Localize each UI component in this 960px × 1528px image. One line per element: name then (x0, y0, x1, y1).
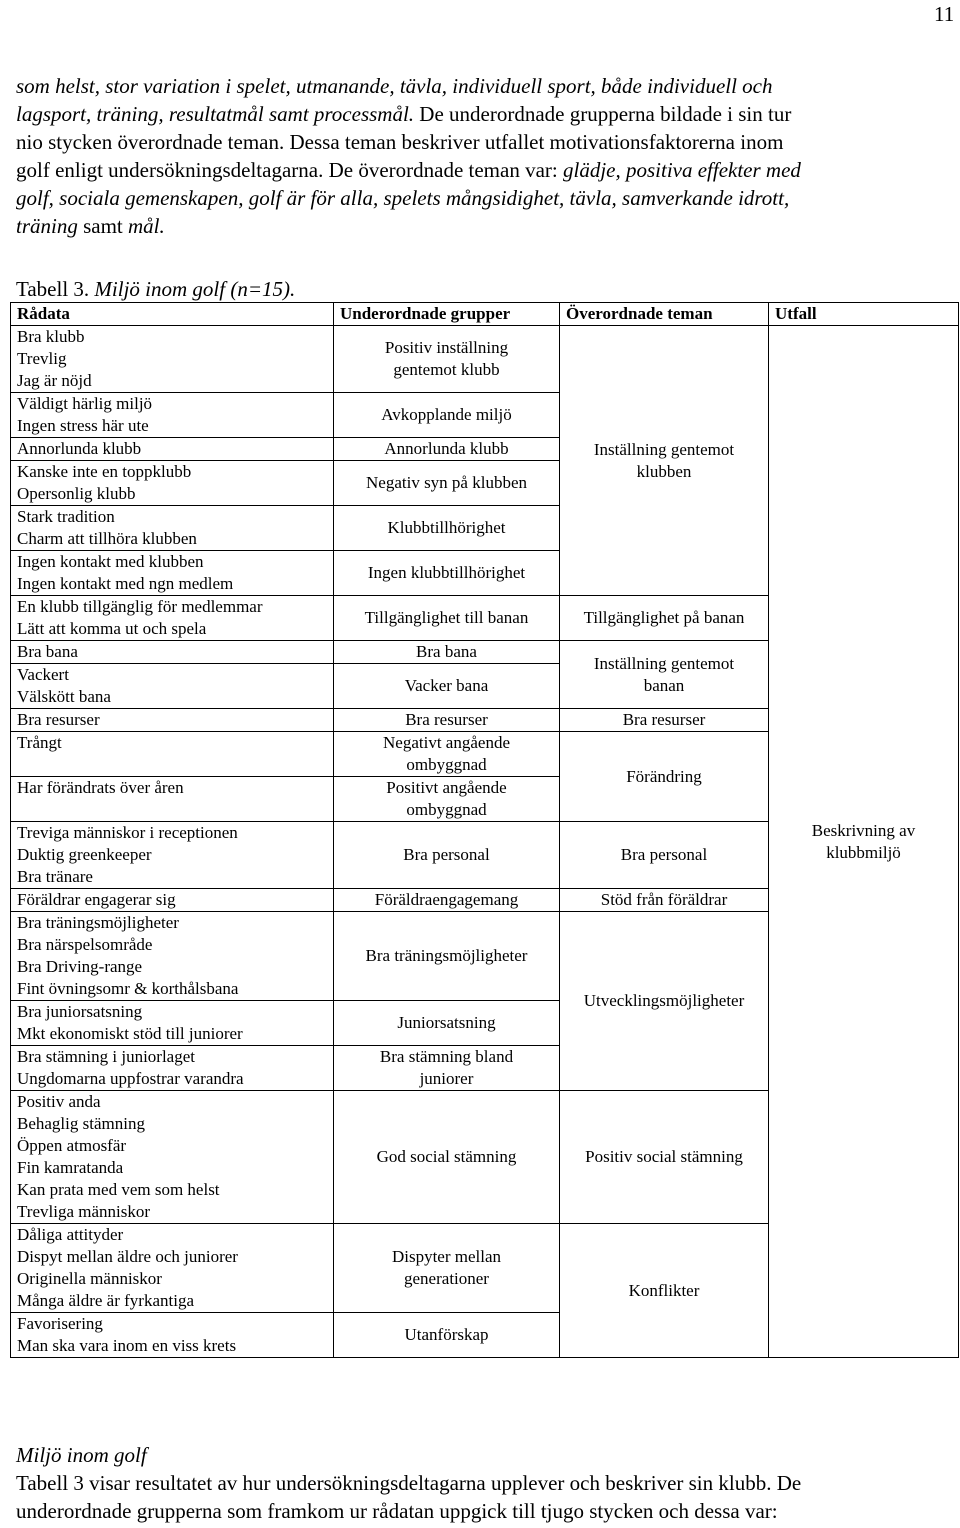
section-line-1: Tabell 3 visar resultatet av hur undersökningsdeltagarna upplever och beskriver sin klubb. De (16, 1471, 802, 1495)
raw-item: Kan prata med vem som helst (17, 1180, 220, 1199)
theme-label: klubben (636, 461, 692, 481)
theme-label: Inställning gentemot (593, 653, 735, 673)
raw-cell (11, 1046, 334, 1091)
sub-cell: Ingen klubbtillhörighet (334, 551, 560, 596)
raw-cell (11, 551, 334, 596)
section-line-2: underordnade grupperna som framkom ur rådatan uppgick till tjugo stycken och dessa var: (16, 1499, 778, 1523)
raw-item: Dåliga attityder (17, 1225, 124, 1244)
raw-item: Fint övningsomr & korthålsbana (17, 979, 239, 998)
raw-item: Favorisering (17, 1314, 103, 1333)
intro-line-6b: samt (77, 214, 129, 238)
intro-line-4b: glädje, positiva effekter med (562, 158, 801, 182)
raw-cell (11, 664, 334, 709)
sub-cell: God social stämning (334, 1091, 560, 1224)
raw-item: Ungdomarna uppfostrar varandra (17, 1069, 244, 1088)
raw-item: Ingen kontakt med ngn medlem (17, 574, 234, 593)
sub-cell: Juniorsatsning (334, 1001, 560, 1046)
sub-cell: Avkopplande miljö (334, 393, 560, 438)
sub-cell: Klubbtillhörighet (334, 506, 560, 551)
raw-item: Trevliga människor (17, 1202, 151, 1221)
raw-item: Öppen atmosfär (17, 1136, 127, 1155)
raw-item: Välskött bana (17, 687, 111, 706)
intro-line-3: nio stycken överordnade teman. Dessa teman beskriver utfallet motivationsfaktorerna inom (16, 130, 784, 154)
intro-line-6c: mål. (128, 214, 165, 238)
intro-line-6a: träning (16, 214, 78, 238)
raw-item: Bra Driving-range (17, 957, 143, 976)
raw-cell (11, 1224, 334, 1313)
raw-cell (11, 912, 334, 1001)
intro-line-1: som helst, stor variation i spelet, utmanande, tävla, individuell sport, både individuell och (16, 74, 773, 98)
theme-cell: Bra resurser (560, 709, 769, 732)
sub-cell: Bra personal (334, 822, 560, 889)
header-raw-data: Rådata (11, 303, 334, 326)
theme-label: banan (643, 675, 685, 695)
intro-line-4a: golf enligt undersökningsdeltagarna. De överordnade teman var: (16, 158, 563, 182)
raw-item: Fin kamratanda (17, 1158, 124, 1177)
table-caption-title: Miljö inom golf (n=15). (94, 277, 296, 301)
raw-cell: Har förändrats över åren (11, 777, 334, 822)
raw-item: Man ska vara inom en viss krets (17, 1336, 237, 1355)
sub-cell: Annorlunda klubb (334, 438, 560, 461)
raw-item: Charm att tillhöra klubben (17, 529, 197, 548)
raw-item: Jag är nöjd (17, 371, 92, 390)
raw-item: En klubb tillgänglig för medlemmar (17, 597, 263, 616)
raw-item: Väldigt härlig miljö (17, 394, 153, 413)
header-sub-groups: Underordnade grupper (334, 303, 560, 326)
raw-item: Treviga människor i receptionen (17, 823, 238, 842)
raw-cell (11, 461, 334, 506)
intro-line-2b: De underordnade grupperna bildade i sin tur (414, 102, 792, 126)
raw-item: Bra tränare (17, 867, 93, 886)
theme-cell (560, 326, 769, 596)
raw-item: Bra närspelsområde (17, 935, 153, 954)
raw-cell: Trångt (11, 732, 334, 777)
sub-label: gentemot klubb (393, 360, 500, 379)
theme-cell: Förändring (560, 732, 769, 822)
sub-cell (334, 1224, 560, 1313)
table-caption (16, 275, 295, 303)
sub-label: generationer (404, 1269, 489, 1288)
raw-item: Många äldre är fyrkantiga (17, 1291, 194, 1310)
raw-item: Stark tradition (17, 507, 115, 526)
sub-label: ombyggnad (406, 800, 487, 819)
table-caption-prefix: Tabell 3. (16, 277, 95, 301)
raw-item: Bra klubb (17, 327, 85, 346)
theme-label: Inställning gentemot (593, 439, 735, 459)
results-table (10, 302, 959, 1358)
theme-cell: Konflikter (560, 1224, 769, 1358)
sub-label: Negativt angående (383, 733, 510, 752)
table-row (11, 326, 959, 393)
raw-item: Behaglig stämning (17, 1114, 145, 1133)
raw-cell (11, 822, 334, 889)
sub-cell: Utanförskap (334, 1313, 560, 1358)
raw-item: Ingen kontakt med klubben (17, 552, 204, 571)
raw-cell: Bra bana (11, 641, 334, 664)
theme-cell: Tillgänglighet på banan (560, 596, 769, 641)
raw-item: Lätt att komma ut och spela (17, 619, 207, 638)
raw-item: Vackert (17, 665, 69, 684)
raw-item: Ingen stress här ute (17, 416, 149, 435)
raw-cell: Annorlunda klubb (11, 438, 334, 461)
outcome-label: Beskrivning av (811, 820, 916, 840)
sub-cell: Bra träningsmöjligheter (334, 912, 560, 1001)
sub-label: ombyggnad (406, 755, 487, 774)
sub-cell (334, 1046, 560, 1091)
raw-cell: Föräldrar engagerar sig (11, 889, 334, 912)
raw-item: Originella människor (17, 1269, 162, 1288)
table-header-row (11, 303, 959, 326)
raw-cell (11, 506, 334, 551)
intro-line-2a: lagsport, träning, resultatmål samt processmål. (16, 102, 415, 126)
raw-item: Dispyt mellan äldre och juniorer (17, 1247, 238, 1266)
theme-cell: Bra personal (560, 822, 769, 889)
raw-item: Bra juniorsatsning (17, 1002, 143, 1021)
raw-item: Positiv anda (17, 1092, 101, 1111)
raw-cell: Bra resurser (11, 709, 334, 732)
sub-cell: Negativ syn på klubben (334, 461, 560, 506)
raw-item: Bra träningsmöjligheter (17, 913, 179, 932)
section-heading: Miljö inom golf (16, 1443, 147, 1467)
sub-label: juniorer (419, 1069, 474, 1088)
intro-paragraph (16, 72, 956, 240)
outcome-cell (769, 326, 959, 1358)
raw-item: Trevlig (17, 349, 67, 368)
raw-item: Bra stämning i juniorlaget (17, 1047, 195, 1066)
raw-cell (11, 393, 334, 438)
sub-cell (334, 326, 560, 393)
outcome-label: klubbmiljö (826, 842, 901, 862)
sub-label: Positiv inställning (384, 338, 509, 357)
sub-cell: Föräldraengagemang (334, 889, 560, 912)
sub-cell: Tillgänglighet till banan (334, 596, 560, 641)
sub-cell (334, 732, 560, 777)
raw-item: Mkt ekonomiskt stöd till juniorer (17, 1024, 243, 1043)
sub-label: Dispyter mellan (391, 1247, 502, 1266)
raw-item: Duktig greenkeeper (17, 845, 152, 864)
theme-cell: Positiv social stämning (560, 1091, 769, 1224)
theme-cell (560, 641, 769, 709)
sub-label: Positivt angående (386, 778, 507, 797)
theme-cell: Stöd från föräldrar (560, 889, 769, 912)
raw-cell (11, 1001, 334, 1046)
raw-item: Kanske inte en toppklubb (17, 462, 192, 481)
header-outcome: Utfall (769, 303, 959, 326)
raw-cell (11, 1313, 334, 1358)
page-number: 11 (934, 2, 955, 26)
theme-cell: Utvecklingsmöjligheter (560, 912, 769, 1091)
header-themes: Överordnade teman (560, 303, 769, 326)
sub-cell: Bra resurser (334, 709, 560, 732)
section-miljo (16, 1441, 956, 1525)
raw-cell (11, 326, 334, 393)
sub-label: Bra stämning bland (379, 1047, 514, 1066)
sub-cell: Vacker bana (334, 664, 560, 709)
raw-item: Opersonlig klubb (17, 484, 136, 503)
sub-cell (334, 777, 560, 822)
raw-cell (11, 596, 334, 641)
sub-cell: Bra bana (334, 641, 560, 664)
intro-line-5: golf, sociala gemenskapen, golf är för alla, spelets mångsidighet, tävla, samverkande idrott, (16, 186, 790, 210)
raw-cell (11, 1091, 334, 1224)
